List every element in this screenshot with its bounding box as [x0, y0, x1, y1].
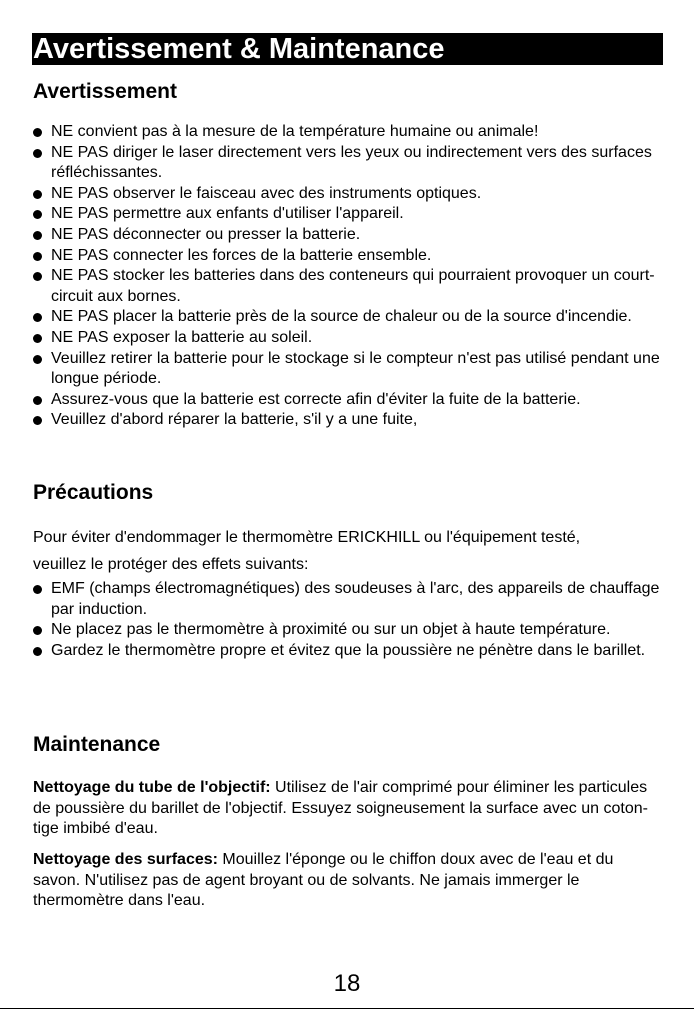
- maintenance-heading: Maintenance: [33, 733, 161, 756]
- list-item: Veuillez d'abord réparer la batterie, s'il y a une fuite,: [33, 410, 663, 431]
- avertissement-heading: Avertissement: [33, 80, 177, 103]
- page-title: Avertissement & Maintenance: [32, 33, 663, 65]
- list-item: Assurez-vous que la batterie est correcte afin d'éviter la fuite de la batterie.: [33, 390, 663, 411]
- list-item: NE convient pas à la mesure de la température humaine ou animale!: [33, 122, 663, 143]
- list-item: NE PAS connecter les forces de la batterie ensemble.: [33, 246, 663, 267]
- surface-cleaning-label: Nettoyage des surfaces:: [33, 851, 218, 868]
- precautions-intro-line-2: veuillez le protéger des effets suivants:: [33, 556, 309, 573]
- list-item: NE PAS placer la batterie près de la source de chaleur ou de la source d'incendie.: [33, 307, 663, 328]
- list-item: NE PAS diriger le laser directement vers les yeux ou indirectement vers des surfaces réfléchissantes.: [33, 143, 663, 184]
- lens-cleaning-text: Utilisez de l'air comprimé pour éliminer les particules de poussière du barillet de l'objectif. Essuyez soigneusement la surface avec un coton-tige imbibé d'eau.: [33, 779, 648, 838]
- list-item: NE PAS permettre aux enfants d'utiliser l'appareil.: [33, 204, 663, 225]
- list-item: NE PAS observer le faisceau avec des instruments optiques.: [33, 184, 663, 205]
- lens-cleaning-paragraph: [33, 778, 663, 840]
- surface-cleaning-text: Mouillez l'éponge ou le chiffon doux avec de l'eau et du savon. N'utilisez pas de agent broyant ou de solvants. Ne jamais immerger le thermomètre dans l'eau.: [33, 851, 614, 910]
- list-item: Veuillez retirer la batterie pour le stockage si le compteur n'est pas utilisé pendant une longue période.: [33, 349, 663, 390]
- lens-cleaning-label: Nettoyage du tube de l'objectif:: [33, 779, 271, 796]
- list-item: NE PAS exposer la batterie au soleil.: [33, 328, 663, 349]
- avertissement-list: [33, 122, 663, 431]
- surface-cleaning-paragraph: [33, 850, 663, 912]
- list-item: NE PAS stocker les batteries dans des conteneurs qui pourraient provoquer un court-circuit aux bornes.: [33, 266, 663, 307]
- precautions-list: [33, 579, 663, 661]
- precautions-intro-line-1: Pour éviter d'endommager le thermomètre ERICKHILL ou l'équipement testé,: [33, 529, 581, 546]
- list-item: Gardez le thermomètre propre et évitez que la poussière ne pénètre dans le barillet.: [33, 641, 663, 662]
- bottom-divider: [0, 1008, 694, 1009]
- precautions-heading: Précautions: [33, 481, 154, 504]
- list-item: NE PAS déconnecter ou presser la batterie.: [33, 225, 663, 246]
- list-item: EMF (champs électromagnétiques) des soudeuses à l'arc, des appareils de chauffage par induction.: [33, 579, 663, 620]
- list-item: Ne placez pas le thermomètre à proximité ou sur un objet à haute température.: [33, 620, 663, 641]
- page-number: 18: [333, 970, 361, 997]
